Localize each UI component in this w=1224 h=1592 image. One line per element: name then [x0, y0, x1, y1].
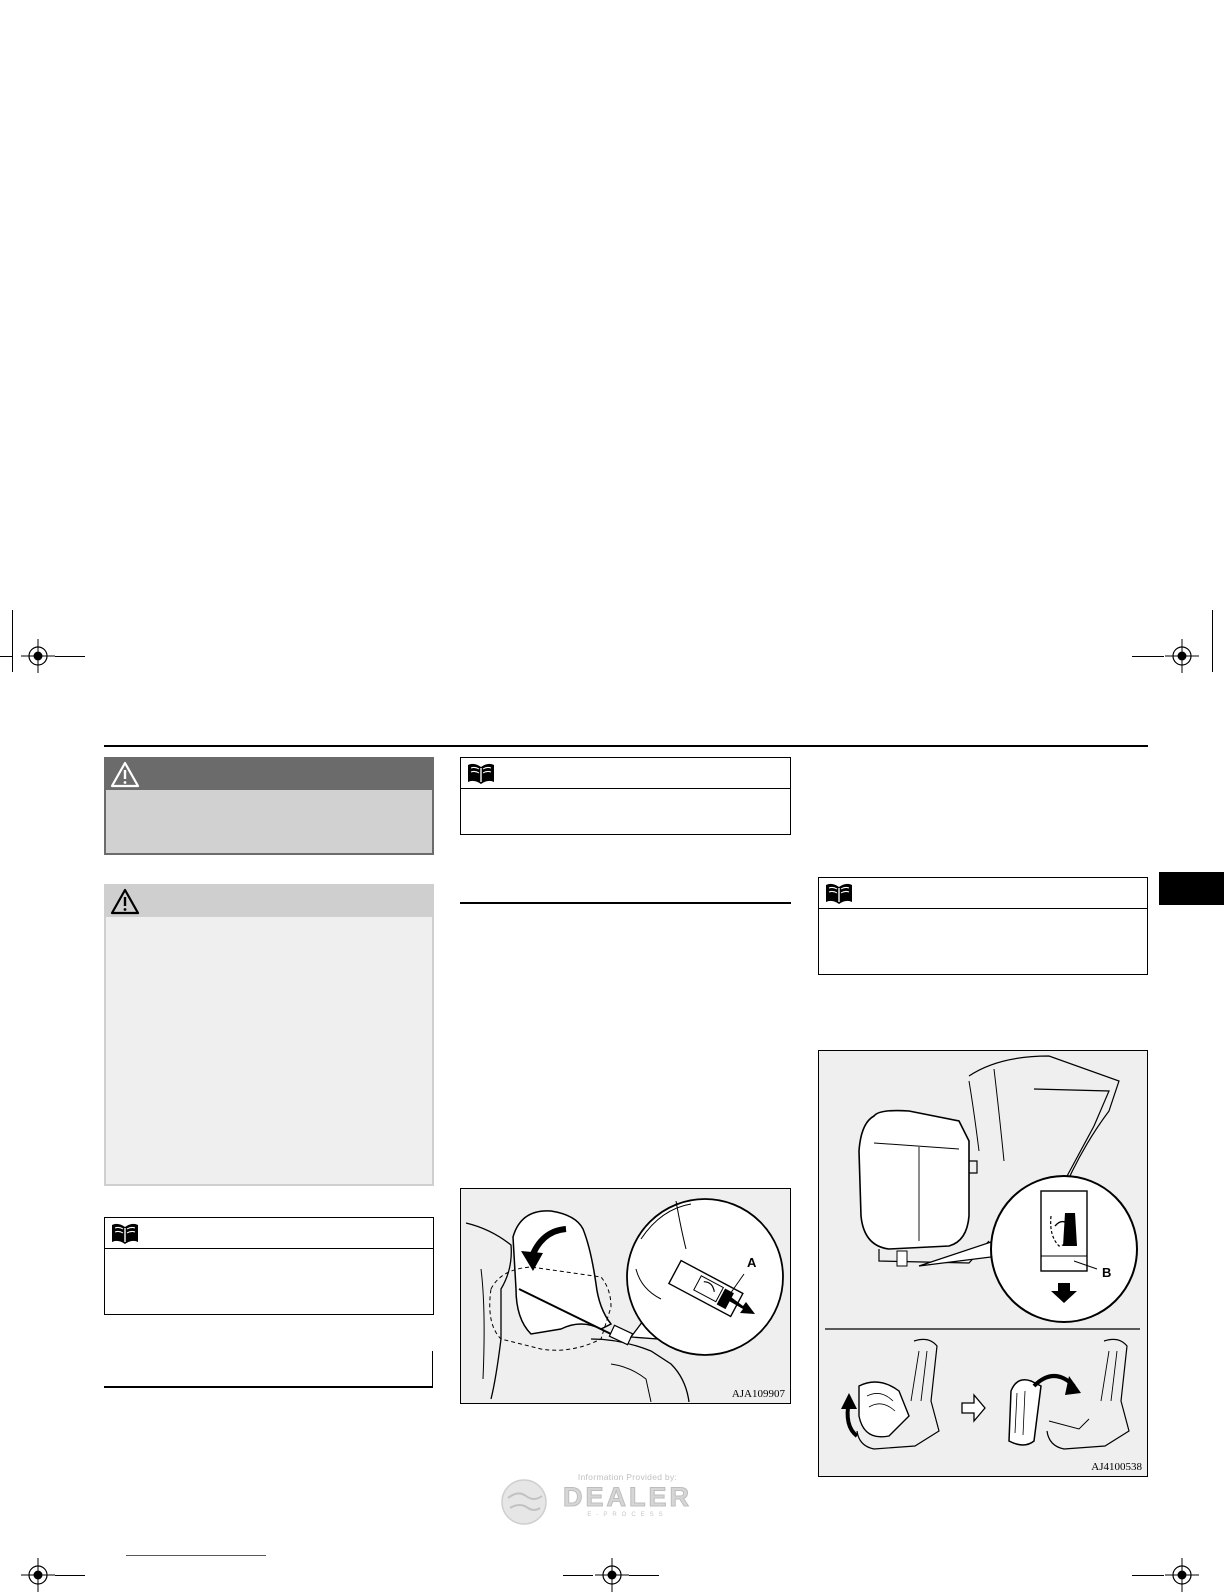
dealer-logo-globe-icon [500, 1478, 548, 1526]
open-book-icon [823, 880, 855, 906]
note-box [460, 757, 791, 835]
note-box [818, 877, 1148, 975]
warning-box [104, 757, 434, 855]
crop-line [1132, 656, 1164, 657]
registration-mark-bottom-center [595, 1558, 629, 1592]
crop-line [1212, 610, 1213, 672]
seat-figure [818, 1050, 1148, 1477]
crop-line [12, 610, 13, 672]
header-rule [104, 745, 1148, 747]
section-tab [1159, 872, 1224, 905]
warning-triangle-icon [110, 761, 140, 788]
figure-code: AJA109907 [731, 1388, 785, 1400]
watermark-subtitle: E-PROCESS [587, 1512, 668, 1518]
registration-mark-bottom-left [21, 1558, 55, 1592]
note-box-header [105, 1218, 433, 1249]
open-book-icon [109, 1220, 141, 1246]
section-rule [104, 1386, 433, 1388]
crop-line [629, 1575, 659, 1576]
note-box-header [461, 758, 790, 789]
crop-line [1132, 1575, 1164, 1576]
caution-box-header [106, 886, 432, 917]
warning-triangle-icon [110, 888, 140, 915]
registration-mark-top-right [1165, 639, 1199, 673]
section-rule [460, 902, 791, 904]
footer-link-underline[interactable] [126, 1555, 266, 1556]
callout-label-a: A [747, 1255, 757, 1270]
crop-line [0, 656, 12, 657]
watermark-caption: Information Provided by: [577, 1472, 678, 1482]
caution-box [104, 884, 434, 1186]
watermark-brand: DEALER [562, 1482, 692, 1512]
headrest-figure [460, 1188, 791, 1404]
crop-line [563, 1575, 593, 1576]
headrest-illustration [461, 1189, 789, 1402]
section-bracket [432, 1351, 433, 1387]
registration-mark-bottom-right [1165, 1558, 1199, 1592]
note-box-header [819, 878, 1147, 909]
figure-code: AJ4100538 [1091, 1461, 1142, 1473]
crop-line [55, 656, 85, 657]
open-book-icon [465, 760, 497, 786]
watermark [545, 1472, 710, 1518]
note-box [104, 1217, 434, 1315]
registration-mark-top-left [21, 639, 55, 673]
warning-box-header [106, 759, 432, 790]
crop-line [55, 1575, 85, 1576]
seat-illustration [819, 1051, 1146, 1475]
callout-label-b: B [1102, 1265, 1112, 1280]
